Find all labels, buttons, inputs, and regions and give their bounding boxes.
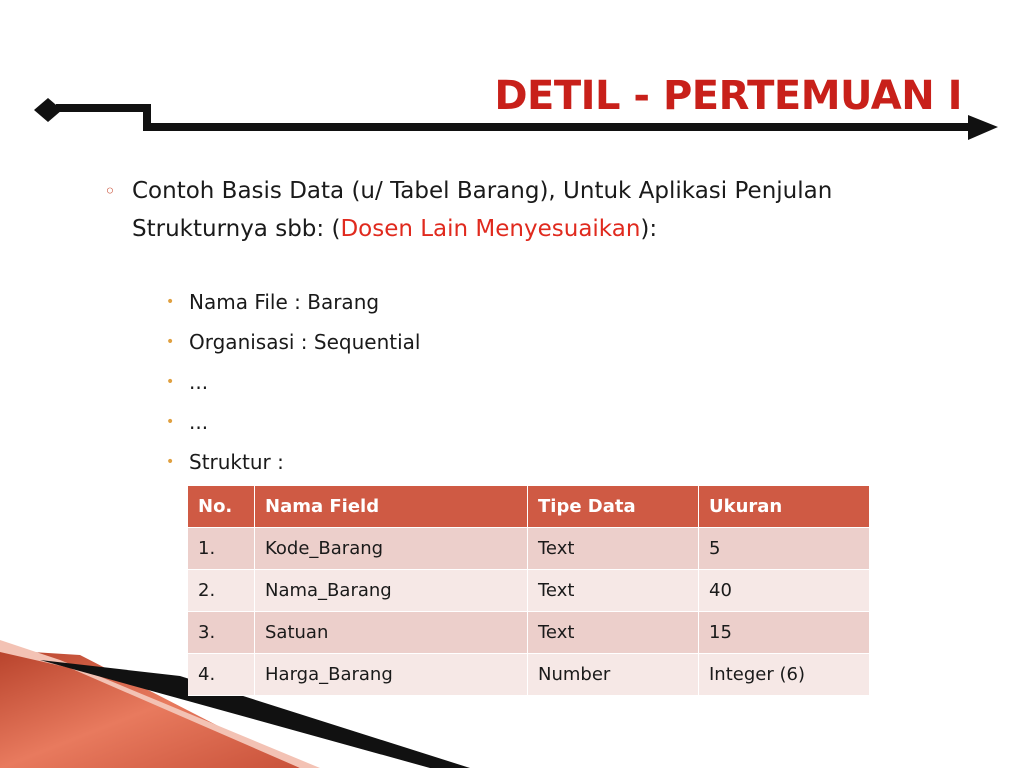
structure-table <box>188 486 870 696</box>
main-bullet-tail: ): <box>640 216 658 242</box>
table-cell: Text <box>528 570 699 612</box>
table-cell: 5 <box>699 528 870 570</box>
header-cell-nama-field: Nama Field <box>255 486 528 528</box>
dot-bullet-icon: • <box>166 454 175 470</box>
table-cell: 1. <box>188 528 255 570</box>
table-cell: Satuan <box>255 612 528 654</box>
circle-bullet-icon: ◦ <box>104 179 116 203</box>
table-cell: 15 <box>699 612 870 654</box>
dot-bullet-icon: • <box>166 374 175 390</box>
sub-bullet-text: Organisasi : Sequential <box>189 330 421 354</box>
table-cell: Nama_Barang <box>255 570 528 612</box>
table-cell: 40 <box>699 570 870 612</box>
slide-title: DETIL - PERTEMUAN I <box>494 73 962 119</box>
sub-bullet-text: Struktur : <box>189 450 284 474</box>
table-cell: 2. <box>188 570 255 612</box>
table-row <box>188 654 870 696</box>
sub-bullet-text: Nama File : Barang <box>189 290 380 314</box>
sub-bullet-text: ... <box>189 370 209 394</box>
table-cell: Text <box>528 528 699 570</box>
main-bullet-text: Contoh Basis Data (u/ Tabel Barang), Untuk Aplikasi Penjulan Strukturnya sbb: ( <box>132 178 833 242</box>
table-cell: Integer (6) <box>699 654 870 696</box>
header-cell-no: No. <box>188 486 255 528</box>
table-cell: 3. <box>188 612 255 654</box>
table-cell: Text <box>528 612 699 654</box>
table-cell: Harga_Barang <box>255 654 528 696</box>
table-row <box>188 612 870 654</box>
main-bullet-highlight: Dosen Lain Menyesuaikan <box>340 216 641 242</box>
dot-bullet-icon: • <box>166 334 175 350</box>
sub-bullet-text: ... <box>189 410 209 434</box>
table-cell: Number <box>528 654 699 696</box>
table-cell: Kode_Barang <box>255 528 528 570</box>
table-row <box>188 570 870 612</box>
table-row <box>188 528 870 570</box>
header-cell-ukuran: Ukuran <box>699 486 870 528</box>
header-cell-tipe-data: Tipe Data <box>528 486 699 528</box>
table-cell: 4. <box>188 654 255 696</box>
dot-bullet-icon: • <box>166 294 175 310</box>
dot-bullet-icon: • <box>166 414 175 430</box>
table-header-row <box>188 486 870 528</box>
